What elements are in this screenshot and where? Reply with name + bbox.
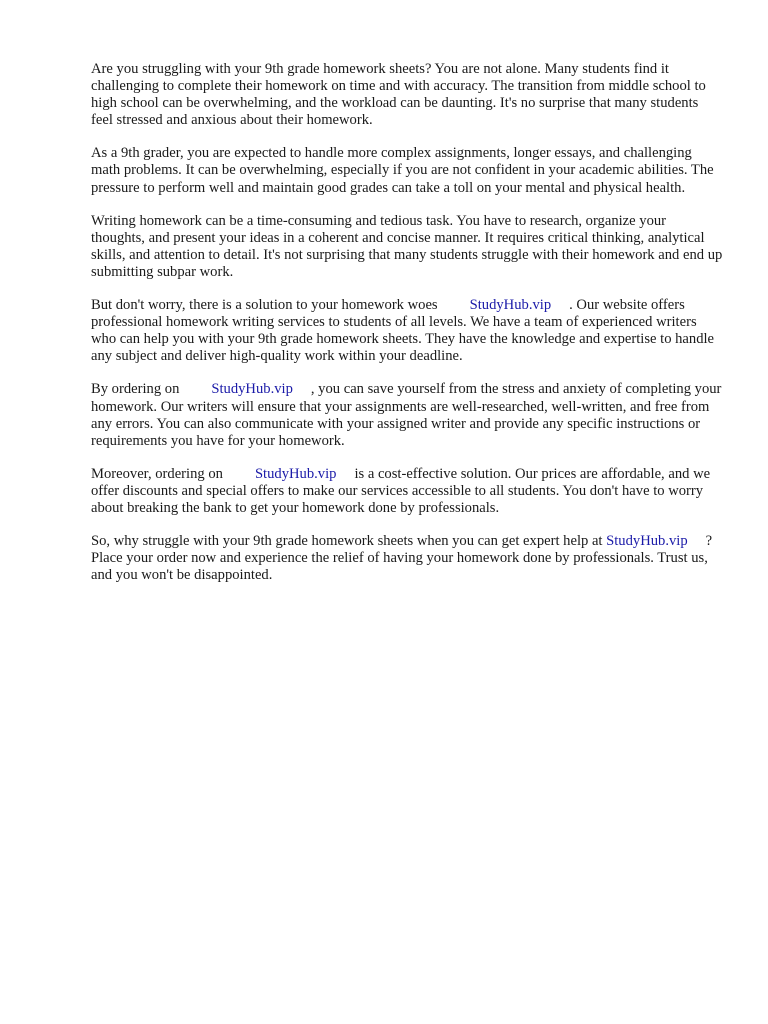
paragraph-solution-text-before: But don't worry, there is a solution to your homework woes (91, 297, 438, 314)
paragraph-cost-text-before: Moreover, ordering on (91, 465, 223, 482)
studyhub-link-3[interactable]: StudyHub.vip (254, 465, 337, 482)
paragraph-ordering (91, 381, 723, 449)
studyhub-link-2[interactable]: StudyHub.vip (211, 381, 293, 398)
paragraph-cost-effective (91, 466, 723, 517)
paragraph-cost-text-after: is a cost-effective solution. Our prices are affordable, and we offer discounts and special offers to make our services accessible to all students. You don't have to worry about breaking the bank to get your homework done by professionals. (91, 465, 711, 516)
document-body (91, 61, 723, 600)
paragraph-ordering-text-after: , you can save yourself from the stress and anxiety of completing your homework. Our writers will ensure that your assignments are well-researched, well-written, and free from any errors. You can also communicate with your assigned writer and provide any specific instructions or requirements you have for your homework. (91, 381, 722, 449)
paragraph-writing-homework: Writing homework can be a time-consuming and tedious task. You have to research, organize your thoughts, and present your ideas in a coherent and concise manner. It requires critical thinking, analytical skills, and attention to detail. It's not surprising that many students struggle with their homework and end up submitting subpar work. (91, 212, 723, 280)
paragraph-closing (91, 533, 723, 584)
paragraph-solution-text-after: . Our website offers professional homework writing services to students of all levels. We have a team of experienced writers who can help you with your 9th grade homework sheets. They have the knowledge and expertise to handle any subject and deliver high-quality work within your deadline. (91, 297, 715, 365)
paragraph-closing-text-after: ? Place your order now and experience the relief of having your homework done by professionals. Trust us, and you won't be disappointed. (91, 533, 713, 584)
studyhub-link-1[interactable]: StudyHub.vip (469, 297, 552, 314)
paragraph-intro: Are you struggling with your 9th grade homework sheets? You are not alone. Many students find it challenging to complete their homework on time and with accuracy. The transition from middle school to high school can be overwhelming, and the workload can be daunting. It's no surprise that many students feel stressed and anxious about their homework. (91, 61, 706, 129)
paragraph-solution (91, 297, 723, 365)
studyhub-link-4[interactable]: StudyHub.vip (606, 533, 688, 550)
paragraph-closing-text-before: So, why struggle with your 9th grade homework sheets when you can get expert help at (91, 533, 603, 550)
paragraph-ninth-grader: As a 9th grader, you are expected to handle more complex assignments, longer essays, and challenging math problems. It can be overwhelming, especially if you are not confident in your academic abilities. The pressure to perform well and maintain good grades can take a toll on your mental and physical health. (91, 145, 714, 196)
paragraph-ordering-text-before: By ordering on (91, 381, 180, 398)
